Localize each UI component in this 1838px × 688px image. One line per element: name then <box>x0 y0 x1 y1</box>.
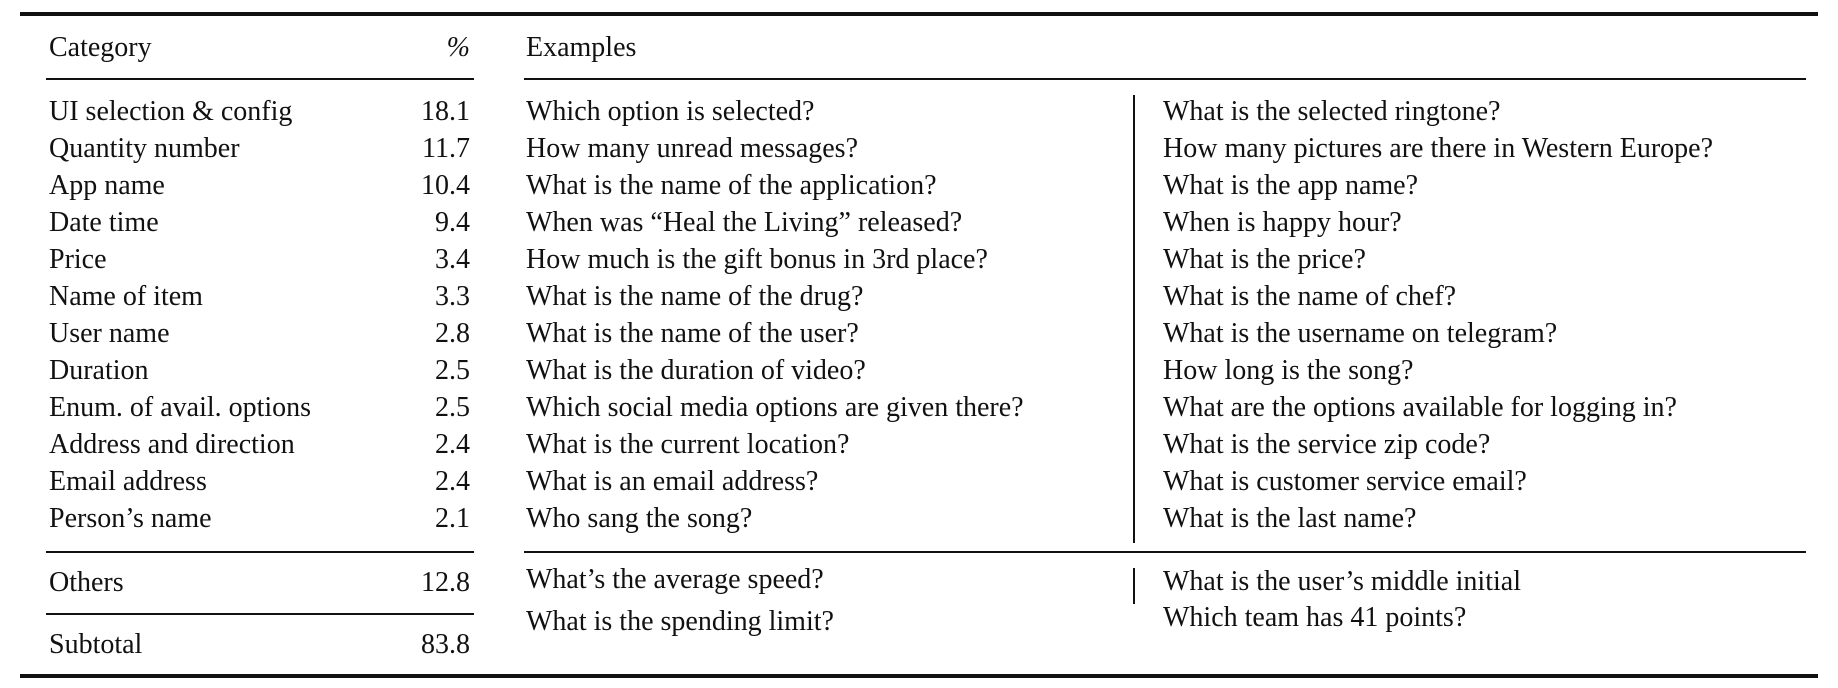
row-example-1: How many unread messages? <box>526 133 859 164</box>
subtotal-category: Subtotal <box>49 629 143 660</box>
row-category: Name of item <box>49 281 203 312</box>
header-examples: Examples <box>526 32 637 63</box>
row-percent: 2.5 <box>435 392 470 423</box>
others-example-2b: Which team has 41 points? <box>1163 602 1467 633</box>
row-example-2: When is happy hour? <box>1163 207 1402 238</box>
row-category: Person’s name <box>49 503 212 534</box>
row-category: User name <box>49 318 170 349</box>
row-example-2: What is the service zip code? <box>1163 429 1491 460</box>
header-rule-right <box>524 78 1806 80</box>
others-divider <box>1133 568 1135 604</box>
row-example-1: What is the name of the user? <box>526 318 859 349</box>
row-example-1: What is the duration of video? <box>526 355 866 386</box>
row-percent: 2.5 <box>435 355 470 386</box>
others-example-1a: What’s the average speed? <box>526 564 824 595</box>
row-example-2: What is the username on telegram? <box>1163 318 1558 349</box>
row-percent: 2.4 <box>435 429 470 460</box>
row-example-2: What is the selected ringtone? <box>1163 96 1501 127</box>
row-category: UI selection & config <box>49 96 293 127</box>
row-example-1: Which social media options are given there? <box>526 392 1024 423</box>
row-percent: 9.4 <box>435 207 470 238</box>
others-rule-left <box>46 551 474 553</box>
row-category: Email address <box>49 466 207 497</box>
row-percent: 3.4 <box>435 244 470 275</box>
row-percent: 2.8 <box>435 318 470 349</box>
subtotal-percent: 83.8 <box>421 629 470 660</box>
header-rule-left <box>46 78 474 80</box>
row-example-2: What is the last name? <box>1163 503 1417 534</box>
row-example-2: What is the app name? <box>1163 170 1419 201</box>
others-percent: 12.8 <box>421 567 470 598</box>
others-example-1b: What is the spending limit? <box>526 606 834 637</box>
row-example-1: Who sang the song? <box>526 503 753 534</box>
others-rule-right <box>524 551 1806 553</box>
header-percent: % <box>446 32 470 63</box>
row-example-1: What is the name of the application? <box>526 170 937 201</box>
row-category: Quantity number <box>49 133 240 164</box>
row-category: Date time <box>49 207 159 238</box>
row-example-1: How much is the gift bonus in 3rd place? <box>526 244 988 275</box>
row-example-2: What is the name of chef? <box>1163 281 1457 312</box>
row-percent: 10.4 <box>421 170 470 201</box>
row-percent: 2.4 <box>435 466 470 497</box>
row-category: Price <box>49 244 107 275</box>
others-example-2a: What is the user’s middle initial <box>1163 566 1521 597</box>
examples-divider <box>1133 95 1135 543</box>
row-example-1: What is an email address? <box>526 466 819 497</box>
row-example-2: What are the options available for logging in? <box>1163 392 1677 423</box>
others-category: Others <box>49 567 124 598</box>
row-percent: 2.1 <box>435 503 470 534</box>
row-example-2: What is the price? <box>1163 244 1366 275</box>
row-percent: 18.1 <box>421 96 470 127</box>
row-example-1: What is the name of the drug? <box>526 281 864 312</box>
row-example-2: How long is the song? <box>1163 355 1414 386</box>
row-category: Duration <box>49 355 149 386</box>
row-example-2: How many pictures are there in Western Europe? <box>1163 133 1714 164</box>
row-percent: 3.3 <box>435 281 470 312</box>
top-rule <box>20 12 1818 16</box>
row-example-1: Which option is selected? <box>526 96 815 127</box>
row-percent: 11.7 <box>422 133 470 164</box>
row-category: Address and direction <box>49 429 295 460</box>
bottom-rule <box>20 674 1818 678</box>
row-example-1: What is the current location? <box>526 429 850 460</box>
row-example-1: When was “Heal the Living” released? <box>526 207 963 238</box>
row-category: Enum. of avail. options <box>49 392 312 423</box>
header-category: Category <box>49 32 152 63</box>
row-example-2: What is customer service email? <box>1163 466 1527 497</box>
subtotal-rule <box>46 613 474 615</box>
row-category: App name <box>49 170 165 201</box>
